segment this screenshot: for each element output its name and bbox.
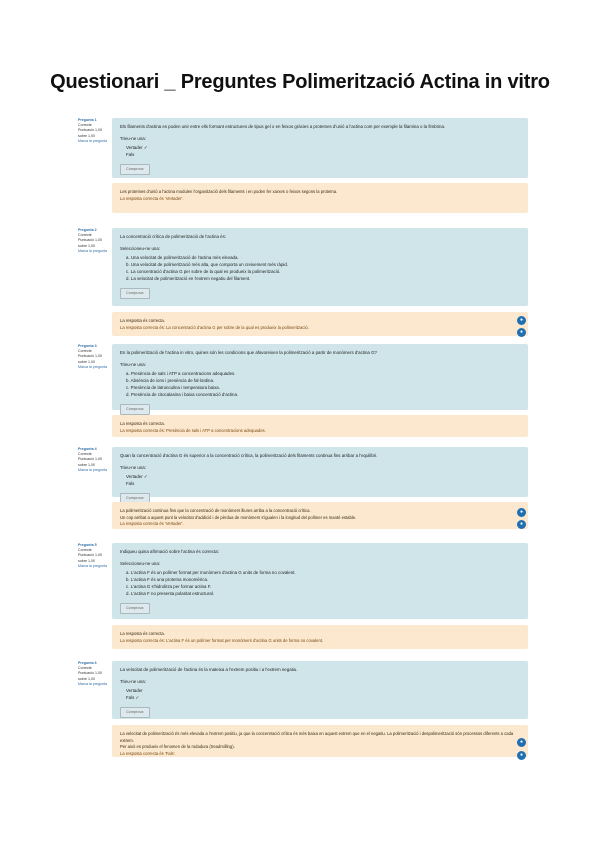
- answer-option[interactable]: d. Presència de citocalasina i baixa concentració d'actina.: [126, 392, 239, 397]
- feedback-text: Per això es produeix el fenomen de la rodadura (treadmilling).: [120, 744, 235, 749]
- answer-option[interactable]: Vertader ✓: [126, 474, 148, 479]
- nav-icon[interactable]: ●: [517, 751, 526, 760]
- question-state: Correcte: [78, 233, 92, 238]
- answer-prompt: Trieu-ne una:: [120, 679, 146, 684]
- question-points: Puntuació 1,00 sobre 1,00: [78, 457, 102, 467]
- feedback-box: [112, 625, 528, 649]
- answer-option[interactable]: Fals: [126, 152, 135, 157]
- check-button[interactable]: Comprova: [120, 288, 150, 299]
- correct-answer: La resposta correcta és 'Vertader'.: [120, 521, 184, 526]
- feedback-text: La resposta és correcta.: [120, 421, 165, 426]
- check-button[interactable]: Comprova: [120, 404, 150, 415]
- page-title: Questionari _ Preguntes Polimerització Actina in vitro: [50, 71, 550, 93]
- feedback-box: [112, 312, 528, 336]
- check-button[interactable]: Comprova: [120, 707, 150, 718]
- answer-prompt: Trieu-ne una:: [120, 136, 146, 141]
- feedback-text: Un cop arribat a aquest punt la velocitat d'addició i de pèrdua de monòmers s'igualen i la longitud del polímer es manté estable.: [120, 514, 357, 520]
- question-number: Pregunta 3: [78, 344, 97, 348]
- feedback-box: [112, 502, 528, 529]
- nav-icon[interactable]: ●: [517, 508, 526, 517]
- check-button[interactable]: Comprova: [120, 164, 150, 175]
- feedback-box: [112, 725, 528, 757]
- question-state: Correcte: [78, 666, 92, 671]
- question-number: Pregunta 2: [78, 228, 97, 232]
- question-content: [112, 661, 528, 719]
- answer-prompt: Trieu-ne una:: [120, 362, 146, 367]
- flag-question-link[interactable]: Marca la pregunta: [78, 563, 107, 568]
- answer-option[interactable]: b. L'actina F és una proteïna monomèrica.: [126, 577, 209, 582]
- question-info: [78, 543, 108, 569]
- question-text: En la polimerització de l'actina in vitro, quines són les condicions que afavoreixen la polimerització a partir de monòmers d'actina G?: [120, 350, 377, 355]
- question-info: [78, 344, 108, 370]
- question-number: Pregunta 1: [78, 118, 97, 122]
- question-number: Pregunta 6: [78, 661, 97, 665]
- answer-option[interactable]: d. La velocitat de polimerització en l'extrem negatiu del filament.: [126, 276, 251, 281]
- answer-option[interactable]: d. L'actina F no presenta polaritat estructural.: [126, 591, 214, 596]
- question-number: Pregunta 5: [78, 543, 97, 547]
- answer-option[interactable]: c. L'actina G s'hidrolitza per formar actina F.: [126, 584, 212, 589]
- question-text: La concentració crítica de polimerització de l'actina és:: [120, 234, 227, 239]
- answer-option[interactable]: a. L'actina F és un polímer format per monòmers d'actina G units de forma no covalent.: [126, 570, 296, 575]
- question-points: Puntuació 1,00 sobre 1,00: [78, 128, 102, 138]
- question-text: Quan la concentració d'actina G és superior a la concentració crítica, la polimerització dels filaments continua fins arribar a l'equilibri.: [120, 453, 378, 458]
- question-state: Correcte: [78, 123, 92, 128]
- question-content: [112, 344, 528, 410]
- answer-option[interactable]: Vertader: [126, 688, 143, 693]
- nav-icon[interactable]: ●: [517, 328, 526, 337]
- feedback-text: La resposta és correcta.: [120, 318, 165, 323]
- flag-question-link[interactable]: Marca la pregunta: [78, 138, 107, 143]
- correct-answer: La resposta correcta és: La concentració d'actina G per sobre de la qual es produeix la polimerització.: [120, 324, 309, 330]
- question-info: [78, 661, 108, 687]
- answer-prompt: Seleccioneu-ne una:: [120, 561, 161, 566]
- answer-prompt: Trieu-ne una:: [120, 465, 146, 470]
- answer-prompt: Seleccioneu-ne una:: [120, 246, 161, 251]
- nav-icon[interactable]: ●: [517, 738, 526, 747]
- nav-icon[interactable]: ●: [517, 316, 526, 325]
- correct-answer: La resposta correcta és 'Vertader'.: [120, 195, 184, 201]
- question-points: Puntuació 1,00 sobre 1,00: [78, 553, 102, 563]
- correct-answer: La resposta correcta és: Presència de sals i ATP a concentracions adequades.: [120, 427, 266, 433]
- feedback-text: Les proteïnes d'unió a l'actina modulen l'organització dels filaments i en poden fer xarxes o feixos segons la proteïna.: [120, 189, 338, 194]
- feedback-box: [112, 415, 528, 437]
- feedback-box: [112, 183, 528, 213]
- answer-option[interactable]: b. Absència de ions i presència de fal·loïdina.: [126, 378, 215, 383]
- flag-question-link[interactable]: Marca la pregunta: [78, 248, 107, 253]
- question-content: [112, 118, 528, 178]
- check-button[interactable]: Comprova: [120, 603, 150, 614]
- question-content: [112, 543, 528, 619]
- question-state: Correcte: [78, 349, 92, 354]
- question-info: [78, 228, 108, 254]
- feedback-text: La resposta és correcta.: [120, 631, 165, 636]
- answer-option[interactable]: Fals: [126, 481, 135, 486]
- question-content: [112, 228, 528, 306]
- question-state: Correcte: [78, 548, 92, 553]
- flag-question-link[interactable]: Marca la pregunta: [78, 364, 107, 369]
- answer-option[interactable]: c. La concentració d'actina G per sobre de la qual es produeix la polimerització.: [126, 269, 281, 274]
- question-points: Puntuació 1,00 sobre 1,00: [78, 238, 102, 248]
- nav-icon[interactable]: ●: [517, 520, 526, 529]
- answer-option[interactable]: Vertader ✓: [126, 145, 148, 150]
- feedback-text: La polimerització continua fins que la concentració de monòmers lliures arriba a la concentració crítica.: [120, 508, 311, 513]
- check-button[interactable]: Comprova: [120, 493, 150, 504]
- correct-answer: La resposta correcta és: L'actina F és un polímer format per monòmers d'actina G units de forma no covalent.: [120, 637, 324, 643]
- question-info: [78, 447, 108, 473]
- answer-option[interactable]: b. Una velocitat de polimerització més alta, que comporta un creixement més ràpid.: [126, 262, 289, 267]
- question-info: [78, 118, 108, 144]
- question-text: Indiqueu quina afirmació sobre l'actina és correcta:: [120, 549, 219, 554]
- question-points: Puntuació 1,00 sobre 1,00: [78, 354, 102, 364]
- question-points: Puntuació 1,00 sobre 1,00: [78, 671, 102, 681]
- flag-question-link[interactable]: Marca la pregunta: [78, 681, 107, 686]
- question-state: Correcte: [78, 452, 92, 457]
- correct-answer: La resposta correcta és 'Fals'.: [120, 750, 176, 756]
- answer-option[interactable]: c. Presència de latrunculina i temperatura baixa.: [126, 385, 220, 390]
- question-number: Pregunta 4: [78, 447, 97, 451]
- answer-option[interactable]: Fals ✓: [126, 695, 140, 700]
- question-text: La velocitat de polimerització de l'actina és la mateixa a l'extrem positiu i a l'extrem negatiu.: [120, 667, 298, 672]
- question-text: Els filaments d'actina es poden unir entre ells formant estructures de tipus gel o en feixos gràcies a proteïnes d'unió a l'actina com per exemple la filamina o la fimbrina.: [120, 124, 446, 129]
- answer-option[interactable]: a. Presència de sals i ATP a concentracions adequades.: [126, 371, 236, 376]
- question-content: [112, 447, 528, 500]
- feedback-text: La velocitat de polimerització és més elevada a l'extrem positiu, ja que la concentració crítica és més baixa en aquest extrem que en el negatiu. La polimerització i despolimerització són processos diferents a cada extrem.: [120, 731, 514, 743]
- answer-option[interactable]: a. Una velocitat de polimerització de l'actina més elevada.: [126, 255, 239, 260]
- flag-question-link[interactable]: Marca la pregunta: [78, 467, 107, 472]
